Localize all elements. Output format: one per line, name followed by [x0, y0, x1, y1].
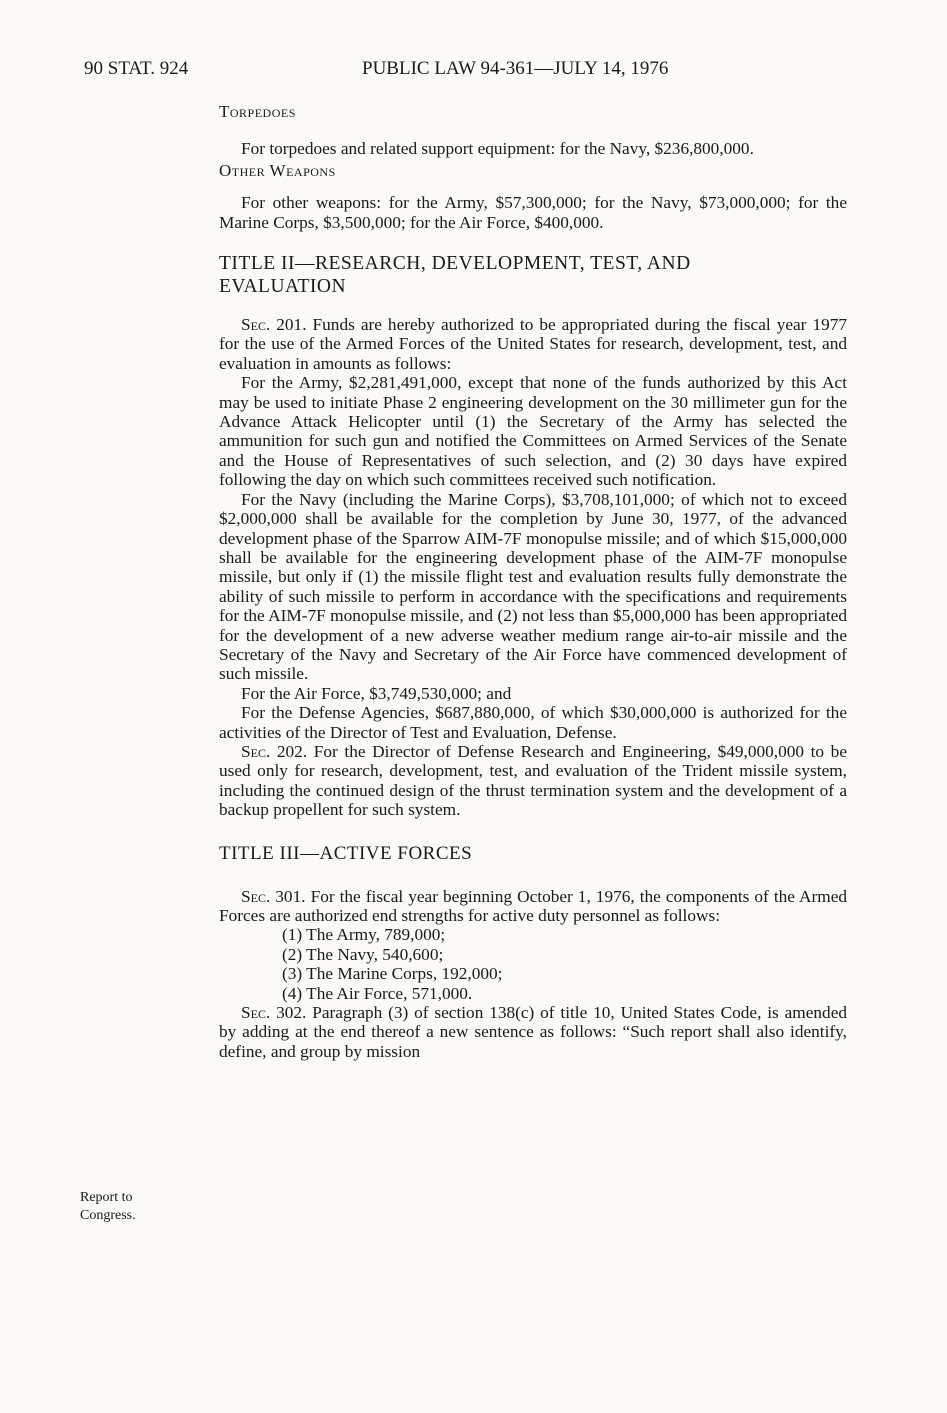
- title-2-line-2: EVALUATION: [219, 276, 347, 298]
- other-weapons-paragraph: For other weapons: for the Army, $57,300,000; for the Navy, $73,000,000; for the Marine Corps, $3,500,000; for the Air Force, $400,000.: [219, 193, 847, 232]
- list-item: (3) The Marine Corps, 192,000;: [282, 964, 503, 984]
- title-2-line-1: TITLE II—RESEARCH, DEVELOPMENT, TEST, AND: [219, 253, 691, 275]
- sec-201-paragraph: [219, 315, 847, 373]
- sec-201-defense: For the Defense Agencies, $687,880,000, of which $30,000,000 is authorized for the activities of the Director of Test and Evaluation, Defense.: [219, 703, 847, 742]
- sec-202-paragraph: [219, 742, 847, 820]
- torpedoes-heading: Torpedoes: [219, 102, 296, 121]
- sec-202-label: Sec. 202.: [241, 741, 308, 761]
- sec-201-air-force: For the Air Force, $3,749,530,000; and: [241, 683, 512, 703]
- sec-302-text: Paragraph (3) of section 138(c) of title 10, United States Code, is amended by adding at the end thereof a new sentence as follows: “Such report shall also identify, define, and group by mission: [219, 1003, 848, 1061]
- end-strength-list: [219, 925, 847, 1003]
- law-citation: PUBLIC LAW 94-361—JULY 14, 1976: [362, 58, 669, 79]
- page-header: [0, 58, 947, 84]
- sec-202-text: For the Director of Defense Research and Engineering, $49,000,000 to be used only for research, development, test, and evaluation of the Trident missile system, including the continued design of the thrust termination system and the development of a backup propellent for such system.: [219, 741, 847, 820]
- stat-citation: 90 STAT. 924: [84, 58, 189, 79]
- sec-201-text: Funds are hereby authorized to be appropriated during the fiscal year 1977 for the use of the Armed Forces of the United States for research, development, test, and evaluation in amounts as follows:: [219, 315, 848, 373]
- sec-201-army: For the Army, $2,281,491,000, except that none of the funds authorized by this Act may be used to initiate Phase 2 engineering development on the 30 millimeter gun for the Advance Attack Helicopter until (1) the Secretary of the Army has selected the ammunition for such gun and notified the Committees on Armed Services of the Senate and the House of Representatives of such selection, and (2) 30 days have expired following the day on which such committees received such notification.: [219, 373, 847, 490]
- sec-301-label: Sec. 301.: [241, 886, 306, 906]
- margin-note-line-2: Congress.: [80, 1208, 136, 1223]
- list-item: (2) The Navy, 540,600;: [282, 944, 444, 964]
- sec-302-label: Sec. 302.: [241, 1003, 307, 1023]
- torpedoes-paragraph: For torpedoes and related support equipment: for the Navy, $236,800,000.: [241, 139, 754, 159]
- sec-301-text: For the fiscal year beginning October 1, 1976, the components of the Armed Forces are authorized end strengths for active duty personnel as follows:: [219, 886, 848, 925]
- title-2-heading: [219, 252, 847, 298]
- margin-note-line-1: Report to: [80, 1190, 133, 1205]
- sec-201-navy: For the Navy (including the Marine Corps), $3,708,101,000; of which not to exceed $2,000,000 shall be available for the completion by June 30, 1977, of the advanced development phase of the Sparrow AIM-7F monopulse missile; and of which $15,000,000 shall be available for the engineering development phase of the AIM-7F monopulse missile, but only if (1) the missile flight test and evaluation results fully demonstrate the ability of such missile to perform in accordance with the specifications and requirements for the AIM-7F monopulse missile, and (2) not less than $5,000,000 has been appropriated for the development of a new adverse weather medium range air-to-air missile and the Secretary of the Navy and Secretary of the Air Force have commenced development of such missile.: [219, 489, 847, 684]
- title-3-heading: TITLE III—ACTIVE FORCES: [219, 842, 473, 864]
- list-item: (4) The Air Force, 571,000.: [282, 983, 473, 1003]
- list-item: (1) The Army, 789,000;: [282, 925, 446, 945]
- sec-201-label: Sec. 201.: [241, 315, 307, 335]
- sec-302-paragraph: [219, 1003, 847, 1061]
- sec-301-paragraph: [219, 887, 847, 926]
- document-body: [219, 102, 847, 1061]
- other-weapons-heading: Other Weapons: [219, 160, 336, 180]
- margin-note: [80, 1189, 190, 1225]
